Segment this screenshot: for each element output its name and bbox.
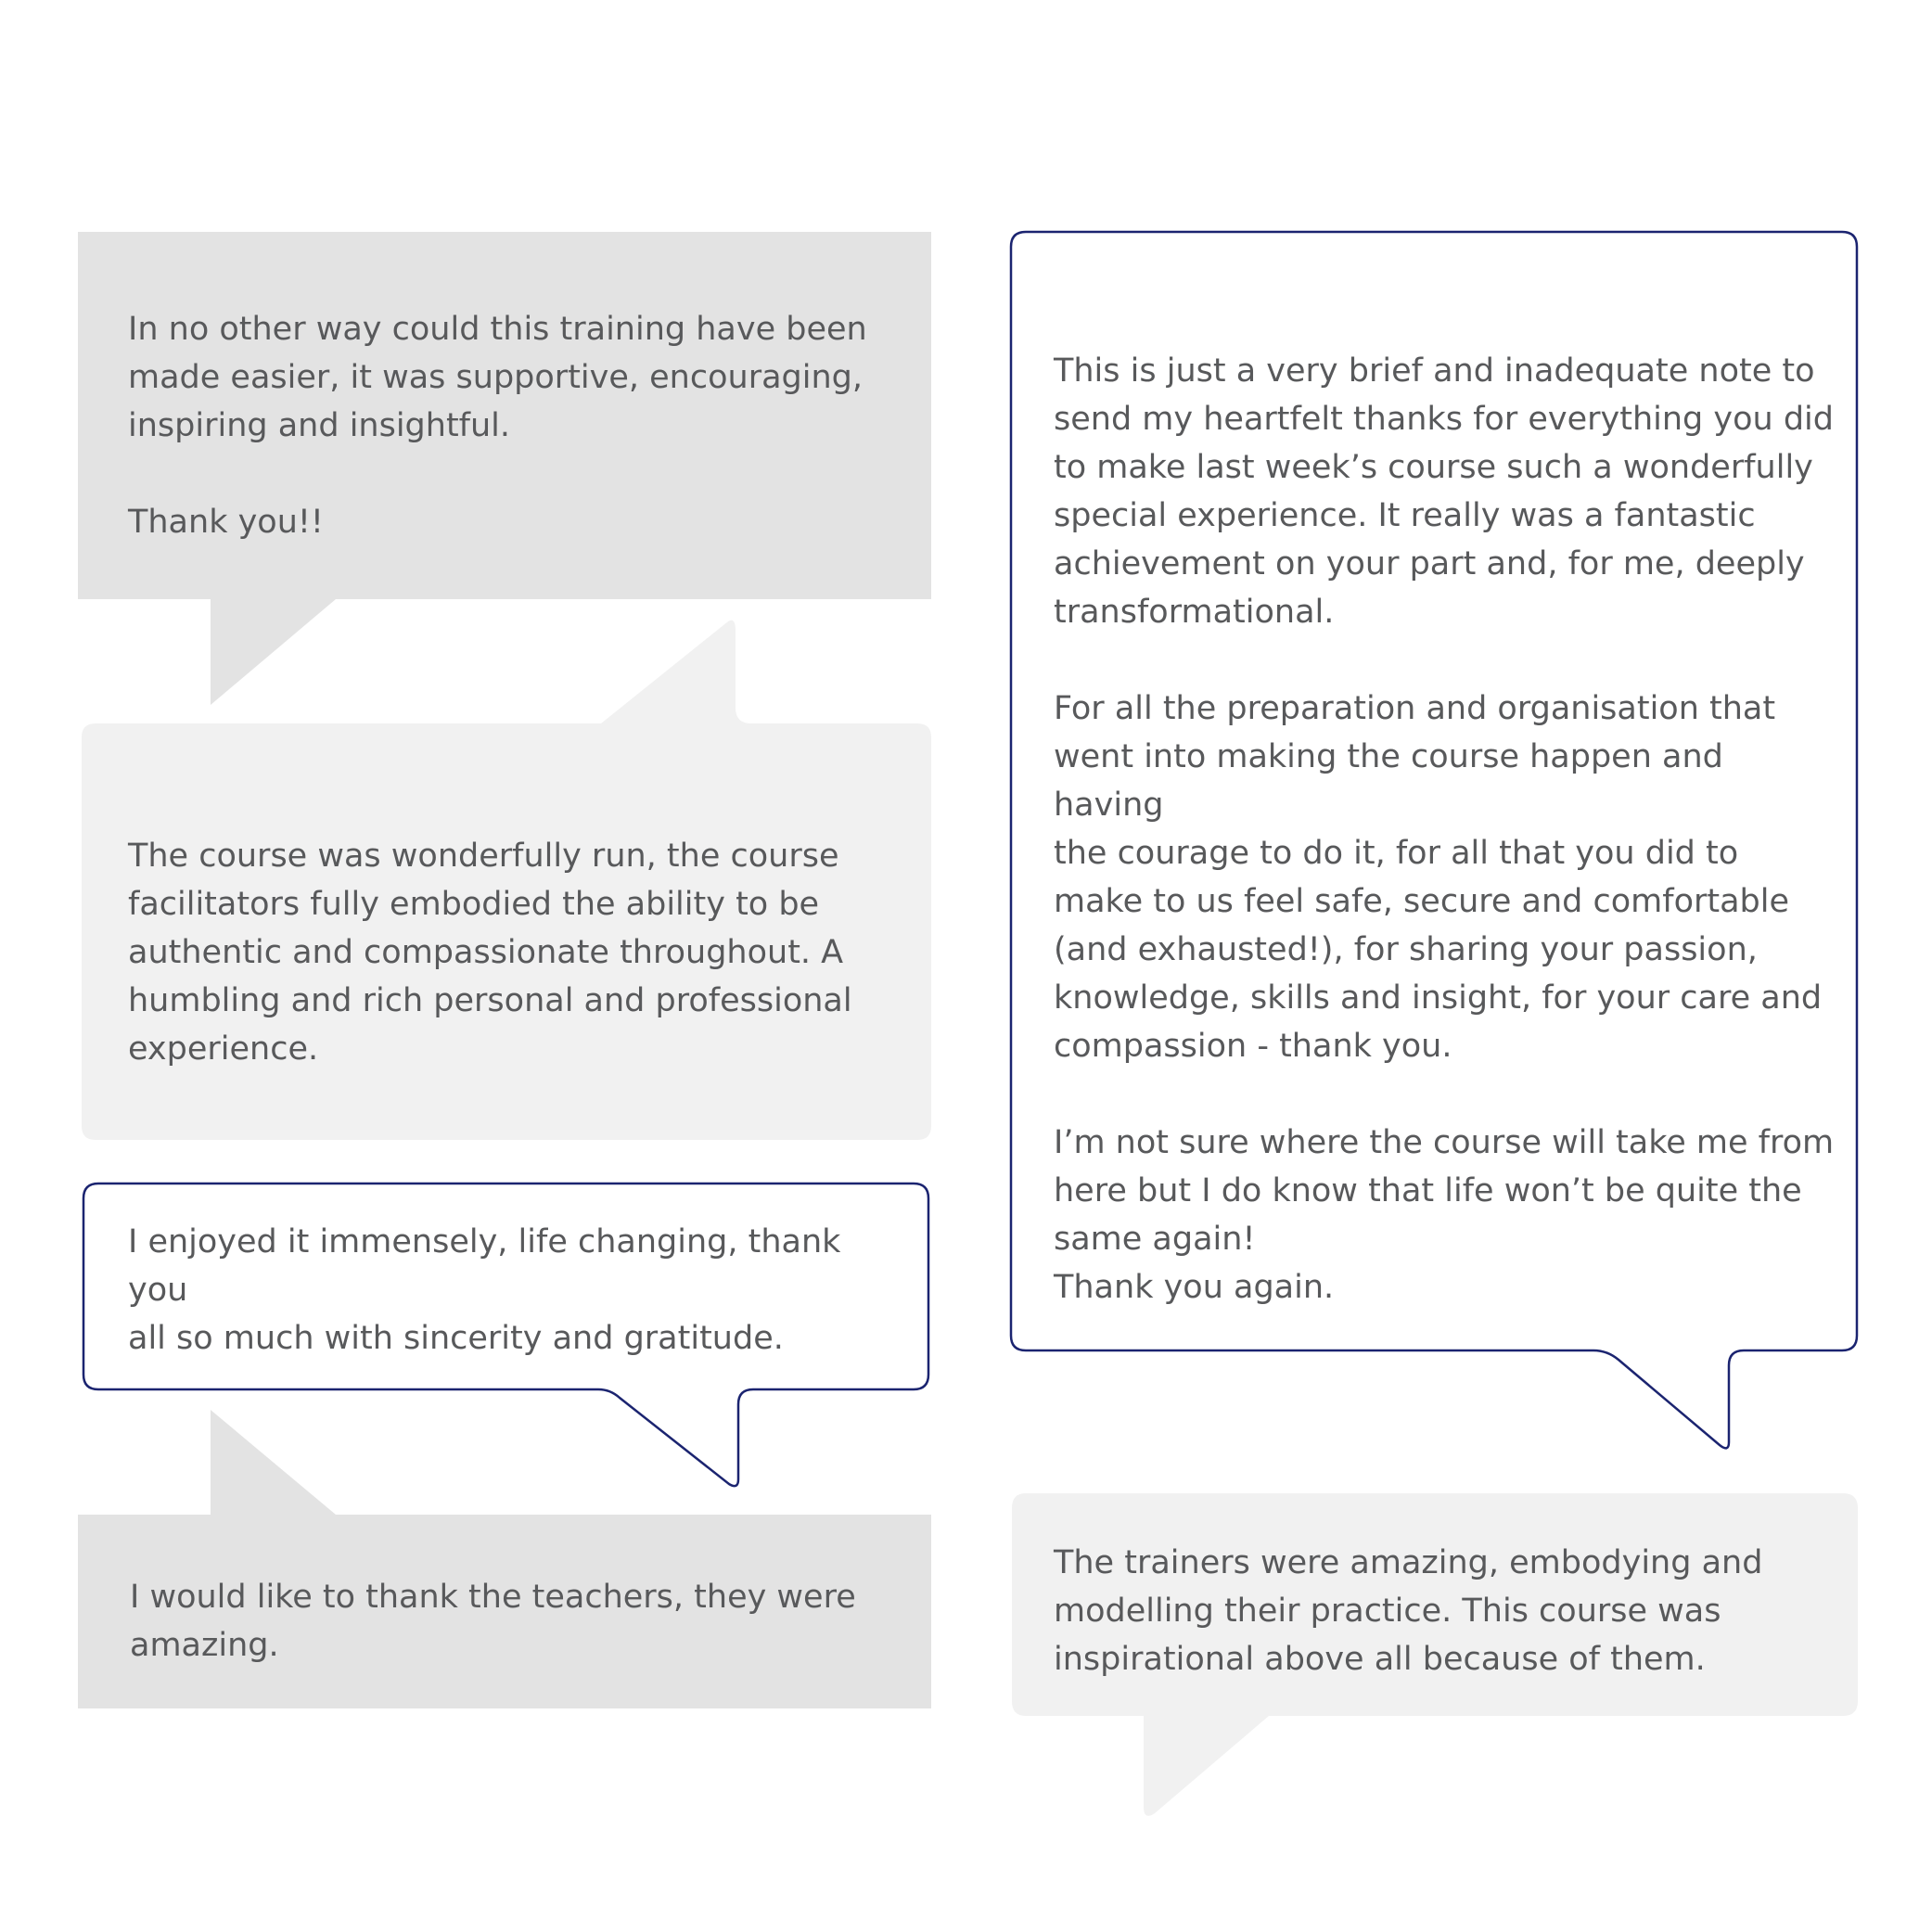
- testimonial-3-paragraph-1: I enjoyed it immensely, life changing, thank you all so much with sincerity and gratitude.: [128, 1223, 841, 1357]
- testimonial-5-paragraph-2: For all the preparation and organisation that went into making the course happen and having the courage to do it, for all that you did to make to us feel safe, secure and comfortable (and exhausted!), for sharing your passion, knowledge, skills and insight, for your care and compassion - thank you.: [1054, 690, 1823, 1065]
- testimonial-5-paragraph-3: I’m not sure where the course will take me from here but I do know that life won’t be quite the same again! Thank you again.: [1054, 1124, 1835, 1306]
- testimonial-4-paragraph-1: I would like to thank the teachers, they were amazing.: [130, 1579, 856, 1664]
- testimonial-1-text: [128, 305, 907, 546]
- testimonial-2-paragraph-1: The course was wonderfully run, the course facilitators fully embodied the ability to be authentic and compassionate throughout. A humbling and rich personal and professional experience.: [128, 838, 852, 1068]
- testimonial-5-paragraph-1: This is just a very brief and inadequate note to send my heartfelt thanks for everything you did to make last week’s course such a wonderfully special experience. It really was a fantastic achievement on your part and, for me, deeply transformational.: [1054, 352, 1834, 631]
- testimonial-6-paragraph-1: The trainers were amazing, embodying and modelling their practice. This course was inspirational above all because of them.: [1054, 1544, 1763, 1678]
- testimonial-4-text: [130, 1573, 909, 1670]
- testimonial-1-paragraph-1: In no other way could this training have been made easier, it was supportive, encouraging, inspiring and insightful.: [128, 311, 867, 444]
- testimonial-6-text: [1054, 1539, 1837, 1683]
- testimonial-2-text: [128, 832, 907, 1073]
- testimonial-1-paragraph-2: Thank you!!: [128, 504, 324, 541]
- testimonial-5-text: [1054, 347, 1837, 1311]
- testimonial-3-text: [128, 1218, 907, 1363]
